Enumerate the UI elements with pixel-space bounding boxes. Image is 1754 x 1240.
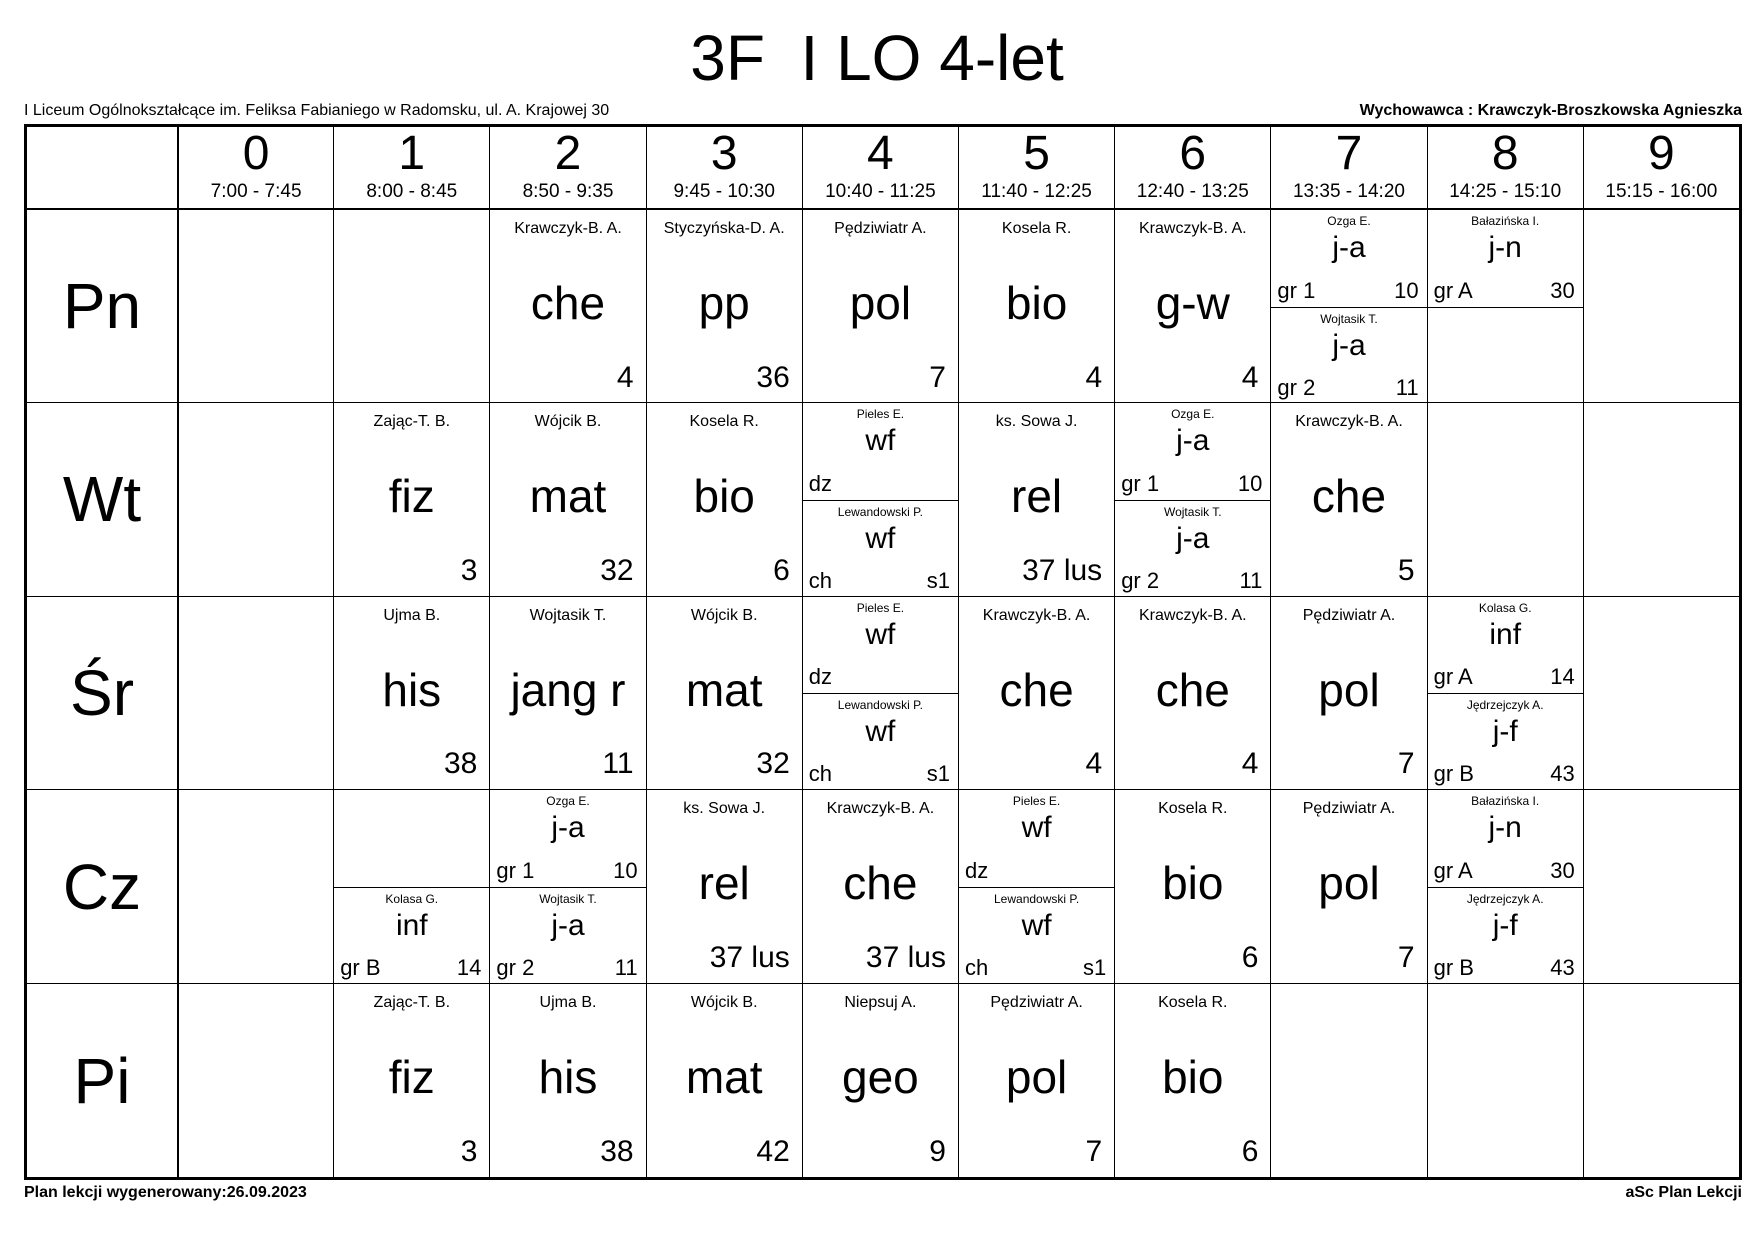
timetable-cell bbox=[1427, 596, 1583, 790]
lesson-room: 11 bbox=[1239, 567, 1263, 593]
lesson-subject: wf bbox=[865, 423, 896, 457]
lesson-subject: wf bbox=[1021, 909, 1052, 943]
period-number: 0 bbox=[242, 127, 270, 180]
timetable-cell bbox=[489, 208, 645, 402]
lesson bbox=[1271, 403, 1426, 596]
day-label: Śr bbox=[27, 596, 177, 790]
lesson-subject: j-a bbox=[1332, 231, 1366, 264]
timetable-cell bbox=[1270, 789, 1426, 983]
lesson-room: 43 bbox=[1550, 761, 1575, 787]
lesson-room: 4 bbox=[1241, 747, 1259, 781]
lesson-room: 3 bbox=[460, 553, 478, 587]
lesson-teacher: Bałazińska I. bbox=[1471, 214, 1540, 228]
timetable-cell bbox=[646, 789, 802, 983]
lesson-teacher: Zając-T. B. bbox=[373, 994, 451, 1012]
lesson bbox=[334, 597, 489, 790]
lesson-room: 6 bbox=[773, 553, 790, 587]
period-header-7 bbox=[1270, 127, 1426, 208]
lesson-teacher: Lewandowski P. bbox=[837, 698, 923, 713]
lesson bbox=[959, 984, 1114, 1177]
lesson-group-slot bbox=[490, 790, 645, 887]
period-time: 15:15 - 16:00 bbox=[1605, 181, 1718, 202]
timetable-cell bbox=[1114, 596, 1270, 790]
lesson-teacher: Kosela R. bbox=[1158, 994, 1228, 1012]
lesson-group-slot bbox=[1115, 500, 1270, 596]
lesson-subject: inf bbox=[1489, 617, 1522, 651]
lesson-group-slot bbox=[1428, 597, 1583, 694]
page-title: 3F I LO 4-let bbox=[690, 22, 1064, 94]
period-number: 3 bbox=[710, 127, 738, 180]
lesson-group: dz bbox=[808, 470, 833, 496]
timetable-cell bbox=[177, 596, 333, 790]
lesson-teacher: Pędziwiatr A. bbox=[1302, 800, 1396, 818]
lesson-group-slot bbox=[1428, 693, 1583, 789]
period-number: 2 bbox=[554, 127, 582, 180]
lesson-subject: j-a bbox=[551, 811, 585, 845]
lesson-room: 5 bbox=[1397, 553, 1415, 587]
lesson-room: 37 lus bbox=[865, 941, 946, 975]
timetable-cell bbox=[333, 596, 489, 790]
lesson-group-slot bbox=[803, 693, 958, 789]
lesson-room: 3 bbox=[460, 1134, 478, 1168]
timetable-cell bbox=[802, 789, 958, 983]
lesson-subject: mat bbox=[529, 469, 607, 522]
period-time: 9:45 - 10:30 bbox=[673, 181, 775, 202]
lesson-teacher: Pieles E. bbox=[856, 600, 905, 615]
lesson-subject: wf bbox=[865, 617, 896, 651]
timetable-cell bbox=[1114, 789, 1270, 983]
lesson-subject: che bbox=[999, 663, 1074, 716]
lesson-subject: wf bbox=[865, 715, 896, 749]
lesson-room: 4 bbox=[1241, 360, 1259, 394]
lesson-group: gr B bbox=[340, 955, 381, 981]
lesson bbox=[959, 597, 1114, 790]
lesson bbox=[803, 790, 958, 983]
lesson-teacher: Ozga E. bbox=[1171, 406, 1215, 421]
lesson-subject: inf bbox=[395, 909, 428, 943]
lesson-teacher: Pieles E. bbox=[856, 406, 905, 421]
lesson-subject: wf bbox=[1021, 811, 1052, 845]
lesson-teacher: Pędziwiatr A. bbox=[834, 220, 927, 237]
day-label: Cz bbox=[27, 789, 177, 983]
lesson-teacher: Wojtasik T. bbox=[1163, 504, 1222, 519]
lesson-group: gr 2 bbox=[496, 955, 535, 981]
lesson-teacher: Jędrzejczyk A. bbox=[1466, 698, 1544, 713]
lesson-room: 30 bbox=[1550, 858, 1575, 884]
timetable-cell bbox=[177, 402, 333, 596]
lesson-subject: che bbox=[530, 277, 606, 329]
timetable-cell bbox=[646, 208, 802, 402]
period-number: 7 bbox=[1335, 127, 1363, 180]
lesson-room: s1 bbox=[926, 761, 950, 787]
lesson-group-slot bbox=[1115, 403, 1270, 500]
lesson-subject: bio bbox=[1162, 1051, 1224, 1104]
lesson-subject: wf bbox=[865, 521, 896, 555]
lesson-teacher: Wojtasik T. bbox=[539, 892, 597, 907]
lesson-teacher: Zając-T. B. bbox=[373, 412, 451, 430]
lesson-teacher: Kosela R. bbox=[689, 412, 759, 430]
timetable-cell bbox=[1114, 983, 1270, 1177]
lesson-room: 42 bbox=[756, 1134, 790, 1168]
period-header-6 bbox=[1114, 127, 1270, 208]
lesson-teacher: Wojtasik T. bbox=[1320, 311, 1378, 326]
timetable-cell bbox=[1270, 208, 1426, 402]
timetable-cell bbox=[1270, 983, 1426, 1177]
period-time: 10:40 - 11:25 bbox=[825, 181, 936, 202]
lesson-teacher: Ujma B. bbox=[539, 994, 597, 1012]
lesson-teacher: Pędziwiatr A. bbox=[990, 994, 1083, 1012]
lesson-teacher: Wojtasik T. bbox=[529, 606, 607, 624]
lesson-subject: pp bbox=[698, 277, 750, 329]
timetable-cell bbox=[958, 208, 1114, 402]
timetable-cell bbox=[1114, 402, 1270, 596]
lesson-group: ch bbox=[808, 761, 833, 787]
lesson-teacher: Lewandowski P. bbox=[837, 504, 923, 519]
lesson-room: 14 bbox=[1550, 664, 1575, 690]
lesson-group-slot bbox=[490, 887, 645, 983]
timetable-grid bbox=[24, 124, 1742, 1180]
timetable-cell bbox=[1427, 983, 1583, 1177]
period-number: 4 bbox=[867, 127, 894, 180]
timetable-cell bbox=[802, 983, 958, 1177]
lesson bbox=[490, 597, 645, 790]
lesson-room: 38 bbox=[444, 747, 478, 781]
lesson-subject: pol bbox=[849, 277, 912, 329]
timetable-cell bbox=[646, 596, 802, 790]
timetable-cell bbox=[1427, 208, 1583, 402]
lesson-subject: bio bbox=[1162, 857, 1224, 910]
lesson-room: 30 bbox=[1550, 277, 1575, 303]
lesson-subject: rel bbox=[698, 857, 750, 910]
lesson bbox=[334, 403, 489, 596]
timetable-cell bbox=[958, 789, 1114, 983]
lesson-subject: his bbox=[382, 663, 442, 716]
timetable-cell bbox=[1583, 402, 1739, 596]
timetable-cell bbox=[802, 208, 958, 402]
lesson-teacher: Wójcik B. bbox=[690, 606, 758, 624]
lesson-room: s1 bbox=[926, 567, 950, 593]
timetable-cell bbox=[1427, 789, 1583, 983]
lesson-group: gr 1 bbox=[1121, 470, 1160, 496]
lesson-group-slot bbox=[803, 597, 958, 694]
lesson-teacher: Lewandowski P. bbox=[994, 892, 1080, 907]
lesson-subject: g-w bbox=[1155, 277, 1230, 329]
period-number: 8 bbox=[1491, 127, 1519, 180]
lesson-subject: bio bbox=[1005, 277, 1068, 329]
lesson-group: gr 1 bbox=[1277, 277, 1316, 303]
lesson-room: 9 bbox=[929, 1134, 946, 1168]
lesson bbox=[959, 210, 1114, 402]
lesson-room: 37 lus bbox=[1022, 553, 1103, 587]
lesson-group: dz bbox=[965, 858, 989, 884]
lesson-room: 32 bbox=[600, 553, 634, 587]
lesson bbox=[490, 403, 645, 596]
timetable-cell bbox=[177, 983, 333, 1177]
timetable-cell bbox=[489, 596, 645, 790]
lesson-teacher: Wójcik B. bbox=[690, 994, 758, 1012]
lesson-subject: j-a bbox=[1176, 521, 1210, 555]
lesson-teacher: Wójcik B. bbox=[534, 412, 602, 430]
lesson-group: ch bbox=[808, 567, 833, 593]
lesson-subject: j-n bbox=[1488, 811, 1522, 845]
class-teacher: Wychowawca : Krawczyk-Broszkowska Agnieszka bbox=[1359, 102, 1742, 119]
generated-date: Plan lekcji wygenerowany:26.09.2023 bbox=[24, 1184, 307, 1201]
lesson-teacher: Kolasa G. bbox=[1478, 600, 1532, 615]
period-number: 1 bbox=[398, 127, 426, 180]
lesson-teacher: Krawczyk-B. A. bbox=[1138, 606, 1247, 624]
lesson bbox=[490, 984, 645, 1177]
timetable-cell bbox=[489, 789, 645, 983]
lesson-teacher: Niepsuj A. bbox=[844, 994, 917, 1012]
lesson-teacher: Krawczyk-B. A. bbox=[1295, 412, 1403, 430]
lesson-teacher: Styczyńska-D. A. bbox=[663, 220, 785, 237]
lesson-teacher: Krawczyk-B. A. bbox=[826, 800, 935, 818]
timetable-cell bbox=[1583, 208, 1739, 402]
lesson-teacher: ks. Sowa J. bbox=[683, 800, 766, 818]
lesson bbox=[334, 984, 489, 1177]
timetable-cell bbox=[333, 402, 489, 596]
lesson-group: gr A bbox=[1433, 664, 1473, 690]
timetable-cell bbox=[646, 983, 802, 1177]
period-number: 6 bbox=[1179, 127, 1207, 180]
lesson-room: 4 bbox=[616, 360, 634, 394]
lesson bbox=[647, 984, 802, 1177]
lesson-teacher: Krawczyk-B. A. bbox=[1138, 220, 1247, 237]
timetable-cell bbox=[1583, 596, 1739, 790]
timetable-cell bbox=[802, 402, 958, 596]
period-header-0 bbox=[177, 127, 333, 208]
timetable-cell bbox=[1583, 789, 1739, 983]
lesson bbox=[959, 403, 1114, 596]
lesson-subject: pol bbox=[1318, 663, 1380, 716]
timetable-cell bbox=[958, 402, 1114, 596]
lesson-group-slot bbox=[1271, 307, 1426, 402]
timetable-cell bbox=[489, 402, 645, 596]
lesson-group: gr 1 bbox=[496, 858, 535, 884]
day-label: Pi bbox=[27, 983, 177, 1177]
lesson-teacher: Ozga E. bbox=[546, 794, 590, 809]
lesson-teacher: ks. Sowa J. bbox=[995, 412, 1078, 430]
lesson bbox=[647, 210, 802, 402]
lesson-room: 11 bbox=[614, 955, 638, 981]
lesson bbox=[1115, 984, 1270, 1177]
lesson-subject: fiz bbox=[388, 1051, 435, 1104]
lesson-teacher: Bałazińska I. bbox=[1471, 794, 1540, 809]
lesson-teacher: Pieles E. bbox=[1012, 794, 1061, 809]
timetable-cell bbox=[1114, 208, 1270, 402]
lesson-room: 6 bbox=[1241, 1134, 1259, 1168]
lesson bbox=[1271, 790, 1426, 983]
period-header-1 bbox=[333, 127, 489, 208]
lesson-room: 4 bbox=[1085, 360, 1103, 394]
lesson-subject: pol bbox=[1005, 1051, 1068, 1104]
lesson-teacher: Krawczyk-B. A. bbox=[982, 606, 1091, 624]
timetable-cell bbox=[333, 789, 489, 983]
lesson-subject: bio bbox=[693, 469, 755, 522]
lesson-subject: j-a bbox=[1332, 328, 1366, 362]
lesson-subject: mat bbox=[685, 1051, 763, 1104]
lesson-subject: pol bbox=[1318, 857, 1380, 910]
lesson bbox=[1271, 597, 1426, 790]
lesson-room: 11 bbox=[1395, 374, 1419, 400]
lesson-group-slot bbox=[1271, 210, 1426, 307]
lesson bbox=[803, 984, 958, 1177]
timetable-cell bbox=[1270, 596, 1426, 790]
lesson-subject: jang r bbox=[510, 663, 626, 716]
lesson-group-slot bbox=[803, 500, 958, 596]
period-time: 14:25 - 15:10 bbox=[1449, 181, 1562, 202]
lesson-subject: j-a bbox=[1176, 423, 1210, 457]
lesson-group: gr B bbox=[1433, 761, 1474, 787]
period-time: 8:00 - 8:45 bbox=[366, 181, 458, 202]
lesson-room: 4 bbox=[1085, 747, 1103, 781]
lesson-teacher: Krawczyk-B. A. bbox=[514, 220, 622, 237]
lesson-room: 7 bbox=[1397, 747, 1415, 781]
timetable-cell bbox=[1427, 402, 1583, 596]
lesson-room: 6 bbox=[1241, 941, 1259, 975]
period-time: 13:35 - 14:20 bbox=[1292, 181, 1405, 202]
lesson-room: 37 lus bbox=[709, 941, 790, 975]
timetable-cell bbox=[333, 208, 489, 402]
school-name: I Liceum Ogólnokształcące im. Feliksa Fabianiego w Radomsku, ul. A. Krajowej 30 bbox=[24, 102, 610, 119]
lesson-group-slot bbox=[959, 887, 1114, 983]
lesson-group: ch bbox=[965, 955, 989, 981]
lesson-group-slot bbox=[1428, 887, 1583, 983]
lesson-subject: j-f bbox=[1492, 715, 1518, 749]
lesson-room: 7 bbox=[929, 360, 946, 394]
day-label: Pn bbox=[27, 208, 177, 402]
lesson bbox=[647, 403, 802, 596]
lesson-teacher: Ujma B. bbox=[383, 606, 441, 624]
timetable-cell bbox=[958, 983, 1114, 1177]
timetable-cell bbox=[333, 983, 489, 1177]
period-header-9 bbox=[1583, 127, 1739, 208]
period-time: 12:40 - 13:25 bbox=[1136, 181, 1249, 202]
period-header-8 bbox=[1427, 127, 1583, 208]
lesson-group-slot bbox=[1428, 210, 1583, 307]
lesson-group: gr 2 bbox=[1121, 567, 1160, 593]
lesson bbox=[647, 597, 802, 790]
lesson-group: dz bbox=[808, 664, 833, 690]
lesson bbox=[1115, 597, 1270, 790]
lesson-teacher: Pędziwiatr A. bbox=[1302, 606, 1396, 624]
timetable-cell bbox=[177, 208, 333, 402]
app-credit: aSc Plan Lekcji bbox=[1625, 1184, 1742, 1201]
lesson-group-slot bbox=[334, 790, 489, 887]
lesson-group: gr A bbox=[1433, 277, 1473, 303]
lesson bbox=[647, 790, 802, 983]
lesson-group-slot bbox=[1428, 307, 1583, 402]
lesson-room: 10 bbox=[1394, 277, 1419, 303]
lesson-group: gr B bbox=[1433, 955, 1474, 981]
period-number: 5 bbox=[1023, 127, 1050, 180]
lesson-teacher: Jędrzejczyk A. bbox=[1466, 892, 1544, 907]
lesson-subject: geo bbox=[842, 1051, 919, 1104]
timetable-cell bbox=[802, 596, 958, 790]
lesson-room: 10 bbox=[1237, 470, 1263, 496]
lesson-subject: che bbox=[1155, 663, 1230, 716]
lesson-group: gr A bbox=[1433, 858, 1473, 884]
lesson-teacher: Kolasa G. bbox=[385, 892, 439, 907]
lesson-room: 7 bbox=[1085, 1134, 1103, 1168]
lesson-room: 11 bbox=[602, 747, 634, 781]
timetable-cell bbox=[1583, 983, 1739, 1177]
lesson-room: 38 bbox=[600, 1134, 634, 1168]
lesson-group-slot bbox=[1428, 790, 1583, 887]
period-time: 8:50 - 9:35 bbox=[522, 181, 614, 202]
lesson bbox=[1115, 210, 1270, 402]
lesson-subject: che bbox=[1311, 469, 1387, 522]
lesson-subject: rel bbox=[1011, 469, 1063, 522]
timetable-cell bbox=[1270, 402, 1426, 596]
lesson-subject: mat bbox=[685, 663, 763, 716]
lesson-room: 7 bbox=[1397, 941, 1415, 975]
lesson-group-slot bbox=[803, 403, 958, 500]
period-header-2 bbox=[489, 127, 645, 208]
period-header-5 bbox=[958, 127, 1114, 208]
timetable-cell bbox=[489, 983, 645, 1177]
timetable-cell bbox=[646, 402, 802, 596]
lesson-subject: fiz bbox=[388, 469, 435, 522]
lesson-room: 14 bbox=[456, 955, 482, 981]
period-number: 9 bbox=[1648, 127, 1675, 180]
lesson-room: 36 bbox=[756, 360, 790, 394]
lesson-group-slot bbox=[959, 790, 1114, 887]
lesson-teacher: Ozga E. bbox=[1327, 214, 1371, 228]
lesson-subject: j-a bbox=[551, 909, 585, 943]
lesson-room: s1 bbox=[1082, 955, 1107, 981]
lesson-group: gr 2 bbox=[1277, 374, 1316, 400]
period-time: 7:00 - 7:45 bbox=[210, 181, 302, 202]
lesson-subject: j-f bbox=[1492, 909, 1518, 943]
timetable-cell bbox=[958, 596, 1114, 790]
lesson bbox=[490, 210, 645, 402]
lesson-room: 43 bbox=[1550, 955, 1575, 981]
period-header-3 bbox=[646, 127, 802, 208]
lesson-group-slot bbox=[334, 887, 489, 983]
lesson-teacher: Kosela R. bbox=[1158, 800, 1228, 818]
lesson-subject: his bbox=[538, 1051, 598, 1104]
period-time: 11:40 - 12:25 bbox=[981, 181, 1092, 202]
day-label: Wt bbox=[27, 402, 177, 596]
lesson bbox=[1115, 790, 1270, 983]
lesson-room: 32 bbox=[756, 747, 790, 781]
lesson-subject: j-n bbox=[1488, 231, 1522, 264]
lesson bbox=[803, 210, 958, 402]
lesson-subject: che bbox=[843, 857, 918, 910]
timetable-cell bbox=[177, 789, 333, 983]
lesson-teacher: Kosela R. bbox=[1001, 220, 1072, 237]
period-header-4 bbox=[802, 127, 958, 208]
lesson-room: 10 bbox=[613, 858, 638, 884]
